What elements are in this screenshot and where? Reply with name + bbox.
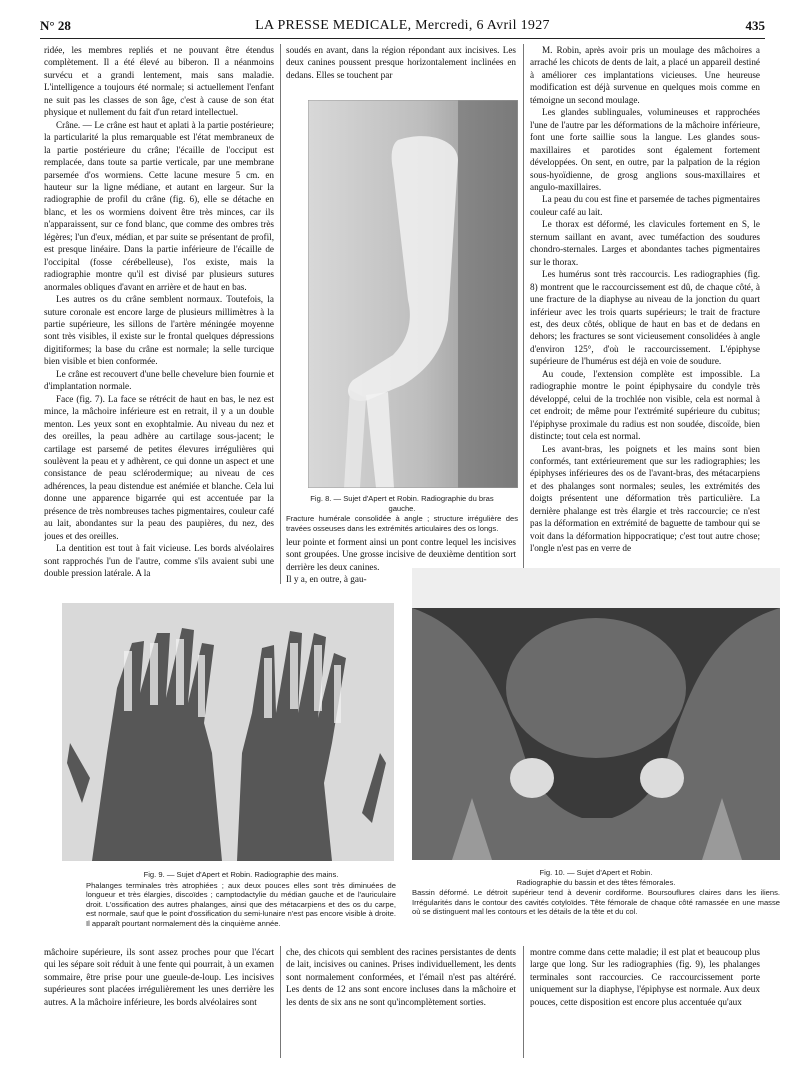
fig9-caption <box>86 870 396 929</box>
paragraph: Le crâne est recouvert d'une belle chevelure bien fournie et d'implantation normale. <box>44 368 274 392</box>
paragraph: mâchoire supérieure, ils sont assez proches pour que l'écart qui les sépare soit réduit à une fente qui pourrait, à un examen sommaire, être prise pour une gueule-de-loup. Les incisives supérieures sont placées irrégulièrement les unes derrière les autres. A la mâchoire inférieure, les bords alvéolaires sont <box>44 947 274 1007</box>
fig8-title: Fig. 8. — Sujet d'Apert et Robin. Radiographie du bras gauche. <box>310 494 494 513</box>
fig10-title: Fig. 10. — Sujet d'Apert et Robin. <box>539 868 653 877</box>
column-rule-2 <box>523 44 524 584</box>
paragraph: La dentition est tout à fait vicieuse. Les bords alvéolaires sont rapprochés l'un de l'autre, comme s'ils avaient subi une double pression latérale. A la <box>44 543 274 579</box>
paragraph: Les avant-bras, les poignets et les mains sont bien conformés, tant extérieurement que sur les radiographies; les épiphyses inférieures des os de l'avant-bras, des métacarpiens et des phalanges sont normales; seules, les extrémités des doigts présentent une déformation très particulière. La dernière phalange est très élargie et très raccourcie; ce n'est pas la déformation en extrémité de baguette de tambour qui se voit dans la déformation hippocratique; c'est tout autre chose; l'ongle n'est pas en verre de <box>530 443 760 554</box>
fig9-radiograph <box>62 603 394 861</box>
paragraph: montre comme dans cette maladie; il est plat et beaucoup plus large que long. Sur les radiographies (fig. 9), les phalanges terminales sont raccourcies. Ce raccourcissement porte uniquement sur la diaphyse, l'épiphyse est normale. Aux deux pouces, cette disposition est encore plus accentuée qu'aux <box>530 947 760 1007</box>
header-rule <box>40 38 765 39</box>
paragraph: Il y a, en outre, à gau- <box>286 574 367 585</box>
fig10-radiograph <box>412 568 780 860</box>
hands-radiograph-image <box>62 603 394 861</box>
fig9-title: Fig. 9. — Sujet d'Apert et Robin. Radiographie des mains. <box>143 870 339 879</box>
paragraph: M. Robin, après avoir pris un moulage des mâchoires a arraché les chicots de dents de lait, a placé un appareil destiné à améliorer ces implantations vicieuses. Une heureuse modification est déjà survenue en quelques mois comme en témoigne un second moulage. <box>530 45 760 105</box>
text-column-bottom-2 <box>286 946 516 1058</box>
text-column-bottom-3 <box>530 946 760 1058</box>
fig8-caption <box>286 494 518 533</box>
paragraph: Le thorax est déformé, les clavicules fortement en S, le sternum saillant en avant, avec tuméfaction des soudures chondro-sternales. Larges et abondantes taches pigmentaires sur le thorax. <box>530 219 760 267</box>
page-number: 435 <box>745 18 765 33</box>
text-column-1 <box>44 44 274 584</box>
column-rule-4 <box>523 946 524 1058</box>
fig9-description: Phalanges terminales très atrophiées ; aux deux pouces elles sont très diminuées de longueur et très élargies, discoïdes ; camptodactylie du médian gauche et de l'auriculaire droit. L'ossification des autres phalanges, ainsi que des métacarpiens et des os du carpe, est normale, sauf que le point d'ossification du semi-lunaire n'est pas encore visible à droite. Il apparaît pourtant normalement dès la cinquième année. <box>86 880 396 928</box>
text-column-2-top <box>286 44 516 94</box>
column-rule-1 <box>280 44 281 584</box>
paragraph: soudés en avant, dans la région répondant aux incisives. Les deux canines poussent presque horizontalement inclinées en dedans. Elles se touchent par <box>286 45 516 80</box>
page-header <box>40 14 765 36</box>
paragraph: Face (fig. 7). La face se rétrécit de haut en bas, le nez est mince, la mâchoire inférieure est en retrait, il y a un double menton. Les yeux sont en exophtalmie. Au niveau du nez et des oreilles, la peau adhère au cartilage sous-jacent; le cartilage est parsemé de petites élevures irrégulières qui soulèvent la peau et y adhèrent, ce qui donne un aspect et une consistance de peau sclérodermique; au niveau de ces adhérences, la peau distendue est anémiée et blanche. Cela lui donne une apparence bigarrée qui est accentuée par la présence de très nombreuses taches pigmentaires, couleur café au lait, abondantes sur la peau des paupières, du nez, des joues et des oreilles. <box>44 393 274 541</box>
text-column-bottom-1 <box>44 946 274 1058</box>
fig10-subtitle: Radiographie du bassin et des têtes fémorales. <box>516 877 676 887</box>
paragraph: che, des chicots qui semblent des racines persistantes de dents de lait, incisives ou canines. Prises individuellement, les dents sont normalement conformées, et l'émail n'est pas altéréré. Les dents de 12 ans sont encore incluses dans la mâchoire et les dents de six ans ne sont qu'incomplètement sorties. <box>286 947 516 1007</box>
paragraph: ridée, les membres repliés et ne pouvant être étendus complètement. Il a été élevé au biberon. Il a néanmoins survécu et a grandi lentement, mais sans maladie. L'intelligence a toujours été normale; si actuellement l'enfant ne suit pas les classes de son âge, c'est à cause de son état physique et nullement du fait d'un retard intellectuel. <box>44 45 274 118</box>
issue-number: N° 28 <box>40 18 71 33</box>
column-rule-3 <box>280 946 281 1058</box>
fig8-description: Fracture humérale consolidée à angle ; structure irrégulière des travées osseuses dans les extrémités articulaires des os longs. <box>286 514 518 533</box>
fig10-description: Bassin déformé. Le détroit supérieur tend à devenir cordiforme. Boursouflures claires dans les iliens. Irrégularités dans le contour des cavités cotyloïdes. Tête fémorale de chaque côté ramassée en une masse où se distinguent mal les contours et les détails de la tête et du col. <box>412 888 780 917</box>
text-column-3 <box>530 44 760 584</box>
paragraph: La peau du cou est fine et parsemée de taches pigmentaires couleur café au lait. <box>530 194 760 217</box>
fig10-caption <box>412 868 780 917</box>
paragraph: Crâne. — Le crâne est haut et aplati à la partie postérieure; la particularité la plus remarquable est l'état membraneux de la partie postérieure du crâne; l'écaille de l'occiput est remplacée, dans toute sa partie verticale, par une membrane parsemée d'os wormiens. Cette lacune mesure 5 cm. en hauteur sur la ligne médiane, et autant en largeur. Sur la radiographie de profil du crâne (fig. 6), elle se détache en blanc, et les os wormiens doivent être très minces, car ils n'apparaissent, sur ce fond blanc, que comme des ombres très légères; l'un d'eux, médian, et par suite se présentant de profil, est presque linéaire. Dans la partie inférieure de l'écaille de l'occipital (fosse cérébelleuse), l'os existe, mais la radiographie montre qu'il est divisé par plusieurs sutures anormales obliques d'avant en arrière et de haut en bas. <box>44 119 274 292</box>
arm-radiograph-image <box>308 100 518 488</box>
paragraph: Les glandes sublinguales, volumineuses et rapprochées l'une de l'autre par les déformations de la mâchoire inférieure, font une forte saillie sous la langue. Les glandes sous-maxillaires et parotides sont également fortement développées. On sent, en outre, par la palpation de la région sous-hyoïdienne, de grosg anglions sous-maxillaires et angulo-maxillaires. <box>530 107 760 192</box>
paragraph: Au coude, l'extension complète est impossible. La radiographie montre le point épiphysaire du condyle très développé, celui de la trochlée non visible, cela est normal à cet endroit; de même pour l'extrémité supérieure du cubitus; l'épiphyse proximale du radius est non soudée, discoïde, bien distincte; tout cela est normal. <box>530 368 760 442</box>
paragraph: leur pointe et forment ainsi un pont contre lequel les incisives sont groupées. Une grosse incisive de deuxième dentition sort derrière les deux canines. <box>286 537 516 572</box>
fig8-radiograph <box>308 100 518 488</box>
paragraph: Les autres os du crâne semblent normaux. Toutefois, la suture coronale est encore large de plusieurs millimètres à la partie supérieure, les sillons de l'artère méningée moyenne sont très visibles, il existe sur le frontal quelques dépressions digitiformes; la base du crâne est normale; la selle turcique bien visible et bien conformée. <box>44 294 274 367</box>
journal-title: LA PRESSE MEDICALE, Mercredi, 6 Avril 1927 <box>255 18 550 33</box>
pelvis-radiograph-image <box>412 568 780 860</box>
paragraph: Les humérus sont très raccourcis. Les radiographies (fig. 8) montrent que le raccourcissement est dû, de chaque côté, à une fracture de la diaphyse au niveau de la jonction du quart inférieur avec les trois quarts supérieurs; le trait de fracture est, des deux côtés, oblique de haut en bas et de dedans en dehors; les fractures se sont vicieusement consolidées à angle d'environ 125°, d'où le raccourcissement. L'épiphyse supérieure de l'humérus est déjà en voie de soudure. <box>530 269 760 367</box>
